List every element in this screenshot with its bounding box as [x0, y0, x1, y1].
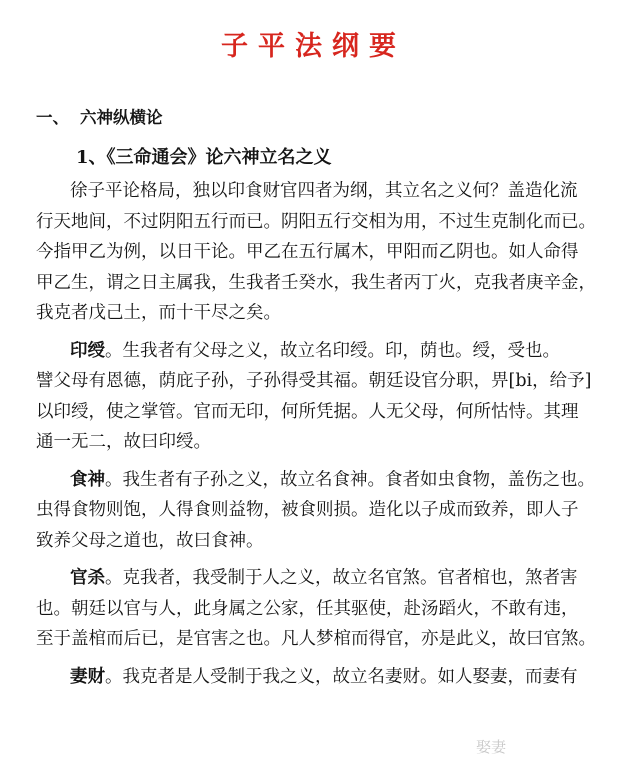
paragraph-line: 通一无二，故曰印绶。 [36, 432, 211, 452]
paragraph-first-line [36, 662, 608, 693]
paragraph-line: 我克者戊己土，而十干尽之矣。 [36, 303, 281, 323]
paragraph-line: 今指甲乙为例，以日干论。甲乙在五行属木，甲阳而乙阴也。如人命得 [36, 242, 579, 262]
paragraph-line: 虫得食物则饱，人得食则益物，被食则损。造化以子成而致养，即人子 [36, 500, 579, 520]
term-shishen: 食神 [70, 469, 105, 490]
paragraph-line: 甲乙生，谓之日主属我，生我者壬癸水，我生者丙丁火，克我者庚辛金， [36, 272, 596, 293]
paragraph-line-text: 。生我者有父母之义，故立名印绶。印，荫也。绶，受也。 [105, 340, 560, 361]
paragraph-yinshou [36, 336, 608, 458]
document-title: 子平法纲要 [221, 31, 406, 62]
paragraph-line: 行天地间，不过阴阳五行而已。阴阳五行交相为用，不过生克制化而已。 [36, 211, 596, 232]
paragraph-line: 徐子平论格局，独以印食财官四者为纲，其立名之义何？盖造化流 [70, 181, 578, 201]
paragraph-line: 也。朝廷以官与人，此身属之公家，任其驱使，赴汤蹈火，不敢有违， [36, 598, 579, 619]
paragraph-line: 至于盖棺而后已，是官害之也。凡人梦棺而得官，亦是此义，故曰官煞。 [36, 629, 596, 649]
paragraph-shishen [36, 465, 608, 557]
term-yinshou: 印绶 [70, 340, 105, 361]
paragraph-line-text: 。我生者有子孙之义，故立名食神。食者如虫食物，盖伤之也。 [105, 469, 595, 490]
paragraph-first-line [36, 465, 608, 496]
subsection-heading: 1、《三命通会》论六神立名之义 [76, 147, 332, 168]
paragraph-line-text: 。我克者是人受制于我之义，故立名妻财。如人娶妻，而妻有 [105, 666, 578, 687]
paragraph-line: 譬父母有恩德，荫庇子孙，子孙得受其福。朝廷设官分职，畀[bi，给予] [36, 371, 592, 391]
watermark-text: 娶妻 [476, 738, 507, 756]
section-number: 一、 [36, 108, 69, 127]
paragraph-line: 以印绶，使之掌管。官而无印，何所凭据。人无父母，何所怙恃。其理 [36, 401, 579, 422]
document-body [36, 176, 608, 692]
paragraph-intro [36, 176, 608, 329]
section-heading [36, 104, 163, 128]
paragraph-qicai [36, 662, 608, 693]
paragraph-line: 致养父母之道也，故曰食神。 [36, 530, 264, 551]
paragraph-line-text: 。克我者，我受制于人之义，故立名官煞。官者棺也，煞者害 [105, 568, 578, 588]
paragraph-first-line [36, 563, 608, 594]
term-qicai: 妻财 [70, 666, 105, 687]
term-guansha: 官杀 [70, 568, 105, 588]
section-label: 六神纵横论 [80, 108, 163, 127]
paragraph-guansha [36, 563, 608, 655]
paragraph-first-line [36, 336, 608, 367]
